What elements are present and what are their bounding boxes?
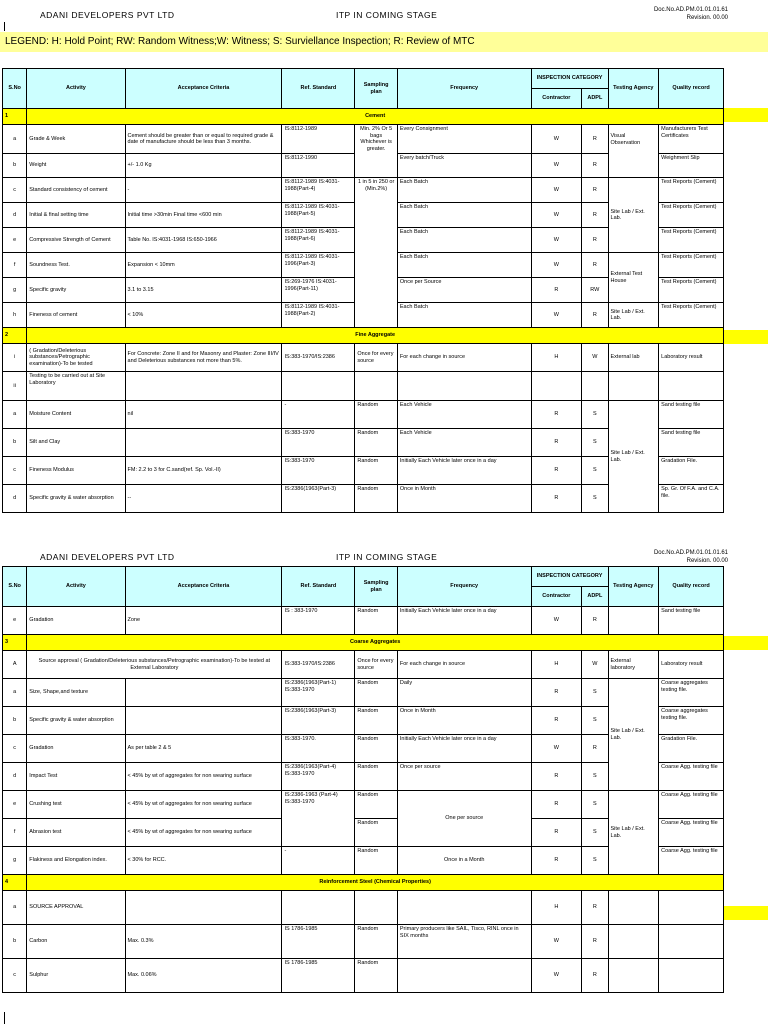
revision: Revision. 00.00	[686, 15, 728, 21]
row-adpl: R	[582, 154, 608, 178]
row-adpl: R	[582, 125, 608, 154]
itp-table-1	[2, 68, 724, 513]
table-row	[3, 372, 724, 401]
row-sampling: Random	[355, 925, 398, 959]
row-ref: IS:383-1970/IS:2386	[282, 344, 355, 372]
row-sno: f	[3, 819, 27, 847]
row-activity: Standard consistency of cement	[27, 178, 125, 203]
row-ref: IS:2386(1963(Part-1) IS:383-1970	[282, 679, 355, 707]
col-record: Quality record	[659, 567, 724, 607]
itp-table-2	[2, 566, 724, 993]
row-sno: d	[3, 763, 27, 791]
row-contractor: W	[531, 178, 582, 203]
row-frequency: Once per source	[397, 763, 531, 791]
row-sampling: Random	[355, 763, 398, 791]
row-agency: External lab	[608, 344, 659, 372]
row-frequency: Each Batch	[397, 203, 531, 228]
row-frequency: Daily	[397, 679, 531, 707]
section-number: 2	[3, 328, 27, 344]
row-record: Test Reports (Cement)	[659, 303, 724, 328]
row-adpl: R	[582, 735, 608, 763]
row-sno: a	[3, 125, 27, 154]
row-frequency: Primary producers like SAIL, Tisco, RINL once in SIX months	[397, 925, 531, 959]
row-record: Sp. Gr. Of F.A. and C.A. file.	[659, 485, 724, 513]
row-frequency: Each Batch	[397, 253, 531, 278]
company-name: ADANI DEVELOPERS PVT LTD	[40, 552, 175, 562]
row-sampling: 1 in 5 in 250 or (Min.2%)	[355, 178, 398, 328]
row-frequency: For each change in source	[397, 344, 531, 372]
row-activity: Size, Shape,and texture	[27, 679, 125, 707]
row-sampling	[355, 891, 398, 925]
col-inspection: INSPECTION CATEGORY	[531, 69, 608, 89]
row-ref: IS:2386(1963(Part-4) IS:383-1970	[282, 763, 355, 791]
row-agency: Site Lab / Ext. Lab.	[608, 679, 659, 791]
row-frequency: Every batch/Truck	[397, 154, 531, 178]
col-agency: Testing Agency	[608, 69, 659, 109]
row-record: Coarse Agg. testing file	[659, 791, 724, 819]
row-adpl: S	[582, 457, 608, 485]
row-sampling: Random	[355, 401, 398, 429]
row-acceptance: Initial time >30min Final time <600 min	[125, 203, 282, 228]
row-sno: c	[3, 457, 27, 485]
col-contractor: Contractor	[531, 587, 582, 607]
row-sno: b	[3, 707, 27, 735]
row-acceptance: < 45% by wt of aggregates for non wearing surface	[125, 791, 282, 819]
row-sno: c	[3, 178, 27, 203]
row-sampling: Random	[355, 707, 398, 735]
table-row	[3, 959, 724, 993]
legend: LEGEND: H: Hold Point; RW: Random Witness;W: Witness; S: Surviellance Inspection; R: Review of MTC	[0, 32, 768, 52]
row-activity: Specific gravity	[27, 278, 125, 303]
row-ref: IS:2386(1963(Part-3)	[282, 707, 355, 735]
page-title: ITP IN COMING STAGE	[336, 10, 438, 20]
row-activity: Grade & Week	[27, 125, 125, 154]
col-record: Quality record	[659, 69, 724, 109]
row-contractor: W	[531, 925, 582, 959]
row-agency: Site Lab / Ext. Lab.	[608, 303, 659, 328]
row-activity: Carbon	[27, 925, 125, 959]
row-contractor: R	[531, 679, 582, 707]
row-sampling: Random	[355, 457, 398, 485]
row-ref: IS 1786-1985	[282, 959, 355, 993]
row-adpl: RW	[582, 278, 608, 303]
row-sampling: Random	[355, 485, 398, 513]
col-sno: S.No	[3, 567, 27, 607]
row-record: Coarse Agg. testing file	[659, 847, 724, 875]
row-ref: IS:8112-1989	[282, 125, 355, 154]
table-row	[3, 651, 724, 679]
row-contractor: H	[531, 651, 582, 679]
table-row	[3, 679, 724, 707]
row-contractor: R	[531, 847, 582, 875]
row-sampling: Random	[355, 607, 398, 635]
row-ref: IS:8112-1990	[282, 154, 355, 178]
row-record: Gradation File.	[659, 735, 724, 763]
row-contractor: R	[531, 707, 582, 735]
row-agency: Site Lab / Ext. Lab.	[608, 791, 659, 875]
col-adpl: ADPL	[582, 89, 608, 109]
section-bar	[724, 636, 768, 650]
row-frequency: Each Vehicle	[397, 401, 531, 429]
row-acceptance: Zone	[125, 607, 282, 635]
col-activity: Activity	[27, 69, 125, 109]
row-contractor: W	[531, 959, 582, 993]
row-acceptance: +/- 1.0 Kg	[125, 154, 282, 178]
row-acceptance: Max. 0.06%	[125, 959, 282, 993]
row-agency: Visual Observation	[608, 125, 659, 178]
row-sno: e	[3, 791, 27, 819]
row-adpl: S	[582, 847, 608, 875]
col-ref: Ref. Standard	[282, 567, 355, 607]
row-ref	[282, 891, 355, 925]
col-adpl: ADPL	[582, 587, 608, 607]
row-frequency: Initially Each Vehicle later once in a day	[397, 735, 531, 763]
row-sno: b	[3, 154, 27, 178]
row-record: Coarse Agg. testing file	[659, 763, 724, 791]
row-sno: a	[3, 401, 27, 429]
row-frequency: Initially Each Vehicle later once in a day	[397, 607, 531, 635]
row-record: Laboratory result	[659, 344, 724, 372]
col-sno: S.No	[3, 69, 27, 109]
row-activity: Silt and Clay	[27, 429, 125, 457]
row-contractor: W	[531, 154, 582, 178]
row-contractor: H	[531, 344, 582, 372]
row-ref: IS : 383-1970	[282, 607, 355, 635]
row-activity: Gradation	[27, 735, 125, 763]
row-contractor: R	[531, 401, 582, 429]
row-sno: b	[3, 429, 27, 457]
row-activity: Sulphur	[27, 959, 125, 993]
row-ref: IS:8112-1989 IS:4031-1988(Part-2)	[282, 303, 355, 328]
row-sno: g	[3, 847, 27, 875]
row-sno: i	[3, 344, 27, 372]
row-sampling: Random	[355, 819, 398, 847]
row-activity: Gradation	[27, 607, 125, 635]
table-row	[3, 344, 724, 372]
row-acceptance: < 10%	[125, 303, 282, 328]
row-acceptance	[125, 891, 282, 925]
row-record: Sand testing file	[659, 429, 724, 457]
row-acceptance: 3.1 to 3.15	[125, 278, 282, 303]
row-adpl: W	[582, 651, 608, 679]
row-record: Test Reports (Cement)	[659, 228, 724, 253]
row-record: Weighment Slip	[659, 154, 724, 178]
row-sampling: Min. 2% Or 5 bags Whichever is greater.	[355, 125, 398, 178]
row-sampling: Random	[355, 679, 398, 707]
row-record: Sand testing file	[659, 607, 724, 635]
section-number: 3	[3, 635, 27, 651]
row-adpl: R	[582, 203, 608, 228]
table-row	[3, 891, 724, 925]
row-agency: External laboratory	[608, 651, 659, 679]
row-contractor: W	[531, 253, 582, 278]
row-acceptance: For Concrete: Zone II and for Masonry and Plaster: Zone III/IV and Deleterious substances not more than 5%.	[125, 344, 282, 372]
row-adpl: R	[582, 178, 608, 203]
section-bar	[724, 330, 768, 344]
table-row	[3, 125, 724, 154]
row-adpl: R	[582, 959, 608, 993]
table-row	[3, 607, 724, 635]
row-frequency	[397, 959, 531, 993]
row-activity: Specific gravity & water absorption	[27, 707, 125, 735]
row-adpl: W	[582, 344, 608, 372]
doc-number: Doc.No.AD.PM.01.01.01.61	[653, 550, 728, 556]
margin-mark	[4, 1012, 5, 1024]
row-frequency: Once in Month	[397, 485, 531, 513]
row-record: Test Reports (Cement)	[659, 178, 724, 203]
row-agency: External Test House	[608, 253, 659, 303]
row-activity: Impact Test	[27, 763, 125, 791]
row-sno: d	[3, 485, 27, 513]
col-frequency: Frequency	[397, 567, 531, 607]
section-title: Reinforcement Steel (Chemical Properties)	[27, 875, 724, 891]
row-acceptance	[125, 429, 282, 457]
row-activity: Abrasion test	[27, 819, 125, 847]
section-bar	[724, 108, 768, 122]
row-adpl: R	[582, 607, 608, 635]
row-record: Coarse aggregates testing file.	[659, 679, 724, 707]
section-number: 4	[3, 875, 27, 891]
row-contractor: R	[531, 457, 582, 485]
row-sno: a	[3, 679, 27, 707]
row-acceptance: nil	[125, 401, 282, 429]
row-ref: IS:8112-1989 IS:4031-1988(Part-5)	[282, 203, 355, 228]
row-activity: Crushing test	[27, 791, 125, 819]
col-frequency: Frequency	[397, 69, 531, 109]
row-contractor: W	[531, 125, 582, 154]
row-activity: Weight	[27, 154, 125, 178]
row-sampling: Random	[355, 959, 398, 993]
row-frequency: Once per Source	[397, 278, 531, 303]
row-frequency	[397, 891, 531, 925]
table-row	[3, 401, 724, 429]
row-ref: -	[282, 847, 355, 875]
row-activity: SOURCE APPROVAL	[27, 891, 125, 925]
row-contractor: R	[531, 763, 582, 791]
row-contractor: W	[531, 303, 582, 328]
section-title: Cement	[27, 109, 724, 125]
row-sno: b	[3, 925, 27, 959]
row-frequency: Once in a Month	[397, 847, 531, 875]
row-frequency: Each Vehicle	[397, 429, 531, 457]
row-ref: IS:2386-1963 (Part-4) IS:383-1970	[282, 791, 355, 847]
row-contractor: W	[531, 228, 582, 253]
row-record: Laboratory result	[659, 651, 724, 679]
section-title: Fine Aggregate	[27, 328, 724, 344]
page-title: ITP IN COMING STAGE	[336, 552, 438, 562]
row-agency: Site Lab / Ext. Lab.	[608, 178, 659, 253]
row-sno: e	[3, 607, 27, 635]
col-activity: Activity	[27, 567, 125, 607]
doc-info	[654, 549, 728, 565]
row-adpl: S	[582, 763, 608, 791]
row-contractor: R	[531, 791, 582, 819]
row-activity: Source approval ( Gradation/Deleterious substances/Petrographic examination)-To be tested at External Laboratory	[27, 651, 282, 679]
col-acceptance: Acceptance Criteria	[125, 69, 282, 109]
row-ref: IS:269-1976 IS:4031-1996(Part-11)	[282, 278, 355, 303]
section-title: Coarse Aggregates	[27, 635, 724, 651]
col-contractor: Contractor	[531, 89, 582, 109]
row-ref: IS:8112-1989 IS:4031-1996(Part-3)	[282, 253, 355, 278]
row-sno: e	[3, 228, 27, 253]
row-acceptance: -	[125, 178, 282, 203]
row-contractor: W	[531, 203, 582, 228]
row-sno: d	[3, 203, 27, 228]
row-contractor: R	[531, 485, 582, 513]
row-contractor: H	[531, 891, 582, 925]
row-adpl: S	[582, 429, 608, 457]
row-sampling: Random	[355, 847, 398, 875]
row-record: Coarse Agg. testing file	[659, 819, 724, 847]
row-acceptance: < 45% by wt of aggregates for non wearing surface	[125, 763, 282, 791]
row-ref: -	[282, 401, 355, 429]
row-sno: g	[3, 278, 27, 303]
row-ref: IS:383-1970	[282, 429, 355, 457]
row-acceptance: Expansion < 10mm	[125, 253, 282, 278]
col-agency: Testing Agency	[608, 567, 659, 607]
row-sno: f	[3, 253, 27, 278]
row-acceptance	[125, 707, 282, 735]
row-contractor: R	[531, 429, 582, 457]
row-adpl: R	[582, 891, 608, 925]
row-ref: IS:8112-1989 IS:4031-1988(Part-4)	[282, 178, 355, 203]
row-record: Manufacturers Test Certificates	[659, 125, 724, 154]
row-agency: Site Lab / Ext. Lab.	[608, 401, 659, 513]
row-sno: ii	[3, 372, 27, 401]
row-activity: Fineness of cement	[27, 303, 125, 328]
row-activity: ( Gradation/Deleterious substances/Petrographic examination)-To be tested	[27, 344, 125, 372]
row-adpl: R	[582, 228, 608, 253]
row-frequency: Every Consignment	[397, 125, 531, 154]
row-activity: Moisture Content	[27, 401, 125, 429]
section-number: 1	[3, 109, 27, 125]
row-sno: c	[3, 959, 27, 993]
row-adpl: S	[582, 819, 608, 847]
col-inspection: INSPECTION CATEGORY	[531, 567, 608, 587]
row-sno: h	[3, 303, 27, 328]
col-acceptance: Acceptance Criteria	[125, 567, 282, 607]
row-frequency: Once in Month	[397, 707, 531, 735]
row-activity: Fineness Modulus	[27, 457, 125, 485]
row-adpl: R	[582, 253, 608, 278]
margin-mark	[4, 22, 5, 31]
row-sampling: Once for every source	[355, 344, 398, 372]
row-ref: IS:2386(1963(Part-3)	[282, 485, 355, 513]
row-frequency: Each Batch	[397, 178, 531, 203]
row-sno: c	[3, 735, 27, 763]
row-sampling: Random	[355, 429, 398, 457]
row-record: Gradation File.	[659, 457, 724, 485]
row-adpl: S	[582, 401, 608, 429]
row-acceptance: --	[125, 485, 282, 513]
row-adpl: S	[582, 707, 608, 735]
row-acceptance: Cement should be greater than or equal to required grade & date of manufacture should be less than 3 months.	[125, 125, 282, 154]
row-record: Test Reports (Cement)	[659, 203, 724, 228]
row-record: Test Reports (Cement)	[659, 253, 724, 278]
row-contractor: W	[531, 735, 582, 763]
row-activity: Flakiness and Elongation index.	[27, 847, 125, 875]
row-frequency: For each change in source	[397, 651, 531, 679]
row-adpl: S	[582, 791, 608, 819]
row-adpl: R	[582, 303, 608, 328]
row-activity: Testing to be carried out at Site Laboratory	[27, 372, 125, 401]
row-sno: A	[3, 651, 27, 679]
row-contractor: R	[531, 819, 582, 847]
row-activity: Soundness Test.	[27, 253, 125, 278]
row-acceptance: As per table 2 & 5	[125, 735, 282, 763]
row-ref: IS 1786-1985	[282, 925, 355, 959]
table-row	[3, 791, 724, 819]
row-acceptance: < 30% for RCC.	[125, 847, 282, 875]
row-sampling: Random	[355, 735, 398, 763]
col-sampling: Sampling plan	[355, 567, 398, 607]
section-bar	[724, 906, 768, 920]
row-sampling: Once for every source	[355, 651, 398, 679]
table-row	[3, 925, 724, 959]
col-ref: Ref. Standard	[282, 69, 355, 109]
row-frequency: Initially Each Vehicle later once in a day	[397, 457, 531, 485]
row-sno: a	[3, 891, 27, 925]
row-adpl: S	[582, 679, 608, 707]
row-contractor: R	[531, 278, 582, 303]
row-acceptance: FM: 2.2 to 3 for C.sand(ref. Sp. Vol.-II)	[125, 457, 282, 485]
row-contractor: W	[531, 607, 582, 635]
row-acceptance: Max. 0.3%	[125, 925, 282, 959]
doc-info	[654, 6, 728, 22]
row-ref: IS:383-1970.	[282, 735, 355, 763]
row-record: Sand testing file	[659, 401, 724, 429]
row-frequency: Each Batch	[397, 228, 531, 253]
row-activity: Specific gravity & water absorption	[27, 485, 125, 513]
row-record: Test Reports (Cement)	[659, 278, 724, 303]
row-adpl: R	[582, 925, 608, 959]
row-acceptance: < 45% by wt of aggregates for non wearing surface	[125, 819, 282, 847]
row-sampling: Random	[355, 791, 398, 819]
row-record: Coarse aggregates testing file.	[659, 707, 724, 735]
row-adpl: S	[582, 485, 608, 513]
doc-number: Doc.No.AD.PM.01.01.01.61	[653, 7, 728, 13]
row-frequency: Each Batch	[397, 303, 531, 328]
row-acceptance: Table No. IS:4031-1968 IS:650-1966	[125, 228, 282, 253]
row-activity: Compressive Strength of Cement	[27, 228, 125, 253]
row-ref: IS:383-1970/IS:2386	[282, 651, 355, 679]
row-activity: Initial & final setting time	[27, 203, 125, 228]
table-row	[3, 178, 724, 203]
row-frequency: One per source	[397, 791, 531, 847]
col-sampling: Sampling plan	[355, 69, 398, 109]
row-acceptance	[125, 679, 282, 707]
revision: Revision. 00.00	[686, 558, 728, 564]
company-name: ADANI DEVELOPERS PVT LTD	[40, 10, 175, 20]
row-ref: IS:8112-1989 IS:4031-1988(Part-6)	[282, 228, 355, 253]
row-ref: IS:383-1970	[282, 457, 355, 485]
